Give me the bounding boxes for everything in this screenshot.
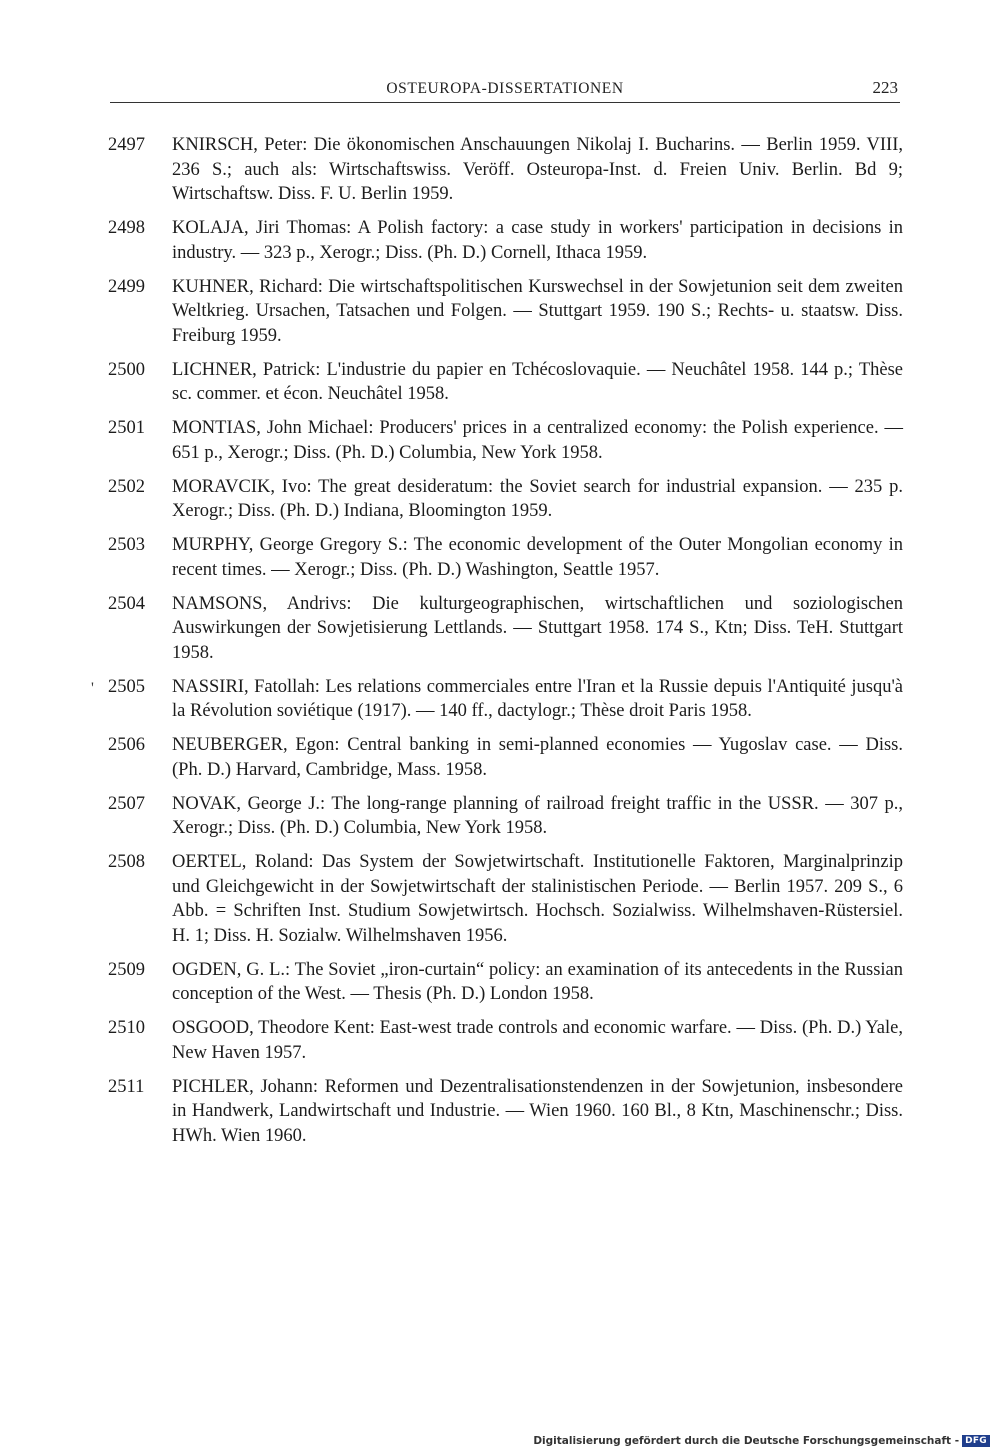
list-item	[108, 533, 903, 582]
entry-text: OSGOOD, Theodore Kent: East-west trade controls and economic warfare. — Diss. (Ph. D.) Yale, New Haven 1957.	[172, 1018, 903, 1063]
entry-number: 2504	[108, 593, 145, 614]
entry-number: 2506	[108, 735, 145, 755]
entry-text: PICHLER, Johann: Reformen und Dezentralisationstendenzen in der Sowjetunion, insbesondere in Handwerk, Landwirtschaft und Industrie. — Wien 1960. 160 Bl., 8 Ktn, Maschinenschr.; Diss. HWh. Wien 1960.	[172, 1076, 903, 1146]
entry-text: MORAVCIK, Ivo: The great desideratum: the Soviet search for industrial expansion. — 235 p. Xerogr.; Diss. (Ph. D.) Indiana, Bloomington 1959.	[172, 476, 903, 521]
entry-number: 2501	[108, 418, 145, 438]
list-item	[108, 592, 903, 666]
list-item	[108, 1016, 903, 1065]
entry-number: 2505	[108, 676, 145, 697]
page-number: 223	[872, 78, 898, 97]
entry-text: KUHNER, Richard: Die wirtschaftspolitischen Kurswechsel in der Sowjetunion seit dem zweiten Weltkrieg. Ursachen, Tatsachen und Folgen. — Stuttgart 1959. 190 S.; Rechts- u. staatsw. Diss. Freiburg 1959.	[172, 276, 903, 346]
running-head: OSTEUROPA-DISSERTATIONEN	[386, 80, 624, 97]
entry-number: 2499	[108, 276, 145, 297]
list-item	[108, 133, 903, 207]
entry-number: 2502	[108, 476, 145, 497]
entry-text: OGDEN, G. L.: The Soviet „iron-curtain“ policy: an examination of its antecedents in the Russian conception of the West. — Thesis (Ph. D.) London 1958.	[172, 959, 903, 1004]
entry-number: 2507	[108, 793, 145, 814]
list-item	[108, 733, 903, 782]
entry-number: 2508	[108, 852, 145, 872]
list-item	[108, 358, 903, 407]
list-item	[108, 792, 903, 841]
page-header	[110, 78, 900, 103]
list-item	[108, 850, 903, 948]
list-item	[108, 958, 903, 1007]
list-item	[108, 475, 903, 524]
entry-text: NASSIRI, Fatollah: Les relations commerciales entre l'Iran et la Russie depuis l'Antiquité jusqu'à la Révolution soviétique (1917). — 140 ff., dactylogr.; Thèse droit Paris 1958.	[172, 676, 903, 721]
entry-text: LICHNER, Patrick: L'industrie du papier en Tchécoslovaquie. — Neuchâtel 1958. 144 p.; Thèse sc. commer. et écon. Neuchâtel 1958.	[172, 359, 903, 404]
list-item	[108, 416, 903, 465]
entry-number: 2511	[108, 1076, 145, 1097]
list-item	[108, 216, 903, 265]
dfg-logo: DFG	[962, 1435, 990, 1447]
entry-text: KNIRSCH, Peter: Die ökonomischen Anschauungen Nikolaj I. Bucharins. — Berlin 1959. VIII, 236 S.; auch als: Wirtschaftswiss. Veröff. Osteuropa-Inst. d. Freien Univ. Berlin. Bd 9; Wirtschaftsw. Diss. F. U. Berlin 1959.	[172, 135, 903, 204]
entry-text: NAMSONS, Andrivs: Die kulturgeographischen, wirtschaftlichen und soziologischen Auswirkungen der Sowjetisierung Lettlands. — Stuttgart 1958. 174 S., Ktn; Diss. TeH. Stuttgart 1958.	[172, 593, 903, 663]
entry-number: 2500	[108, 359, 145, 380]
digitization-credit	[533, 1435, 990, 1447]
dissertation-list	[91, 133, 903, 1158]
entry-number: 2497	[108, 135, 145, 155]
list-item	[108, 1075, 903, 1149]
entry-text: MURPHY, George Gregory S.: The economic development of the Outer Mongolian economy in recent times. — Xerogr.; Diss. (Ph. D.) Washington, Seattle 1957.	[172, 535, 903, 580]
list-item	[91, 675, 903, 724]
entry-text: NEUBERGER, Egon: Central banking in semi-planned economies — Yugoslav case. — Diss. (Ph. D.) Harvard, Cambridge, Mass. 1958.	[172, 735, 903, 780]
entry-number: 2509	[108, 959, 145, 980]
entry-number: 2510	[108, 1018, 145, 1038]
entry-number: 2503	[108, 535, 145, 555]
credit-text: Digitalisierung gefördert durch die Deutsche Forschungsgemeinschaft -	[533, 1435, 960, 1447]
entry-text: NOVAK, George J.: The long-range planning of railroad freight traffic in the USSR. — 307 p., Xerogr.; Diss. (Ph. D.) Columbia, New York 1958.	[172, 793, 903, 838]
margin-mark: '	[91, 679, 94, 697]
list-item	[108, 275, 903, 349]
entry-text: KOLAJA, Jiri Thomas: A Polish factory: a case study in workers' participation in decisions in industry. — 323 p., Xerogr.; Diss. (Ph. D.) Cornell, Ithaca 1959.	[172, 218, 903, 263]
entry-text: MONTIAS, John Michael: Producers' prices in a centralized economy: the Polish experience. — 651 p., Xerogr.; Diss. (Ph. D.) Columbia, New York 1958.	[172, 418, 903, 463]
entry-number: 2498	[108, 218, 145, 238]
entry-text: OERTEL, Roland: Das System der Sowjetwirtschaft. Institutionelle Faktoren, Marginalprinzip und Gleichgewicht in der Sowjetwirtschaft der stalinistischen Periode. — Berlin 1957. 209 S., 6 Abb. = Schriften Inst. Studium Sowjetwirtsch. Hochsch. Sozialwiss. Wilhelmshaven-Rüstersiel. H. 1; Diss. H. Sozialw. Wilhelmshaven 1956.	[172, 852, 903, 946]
